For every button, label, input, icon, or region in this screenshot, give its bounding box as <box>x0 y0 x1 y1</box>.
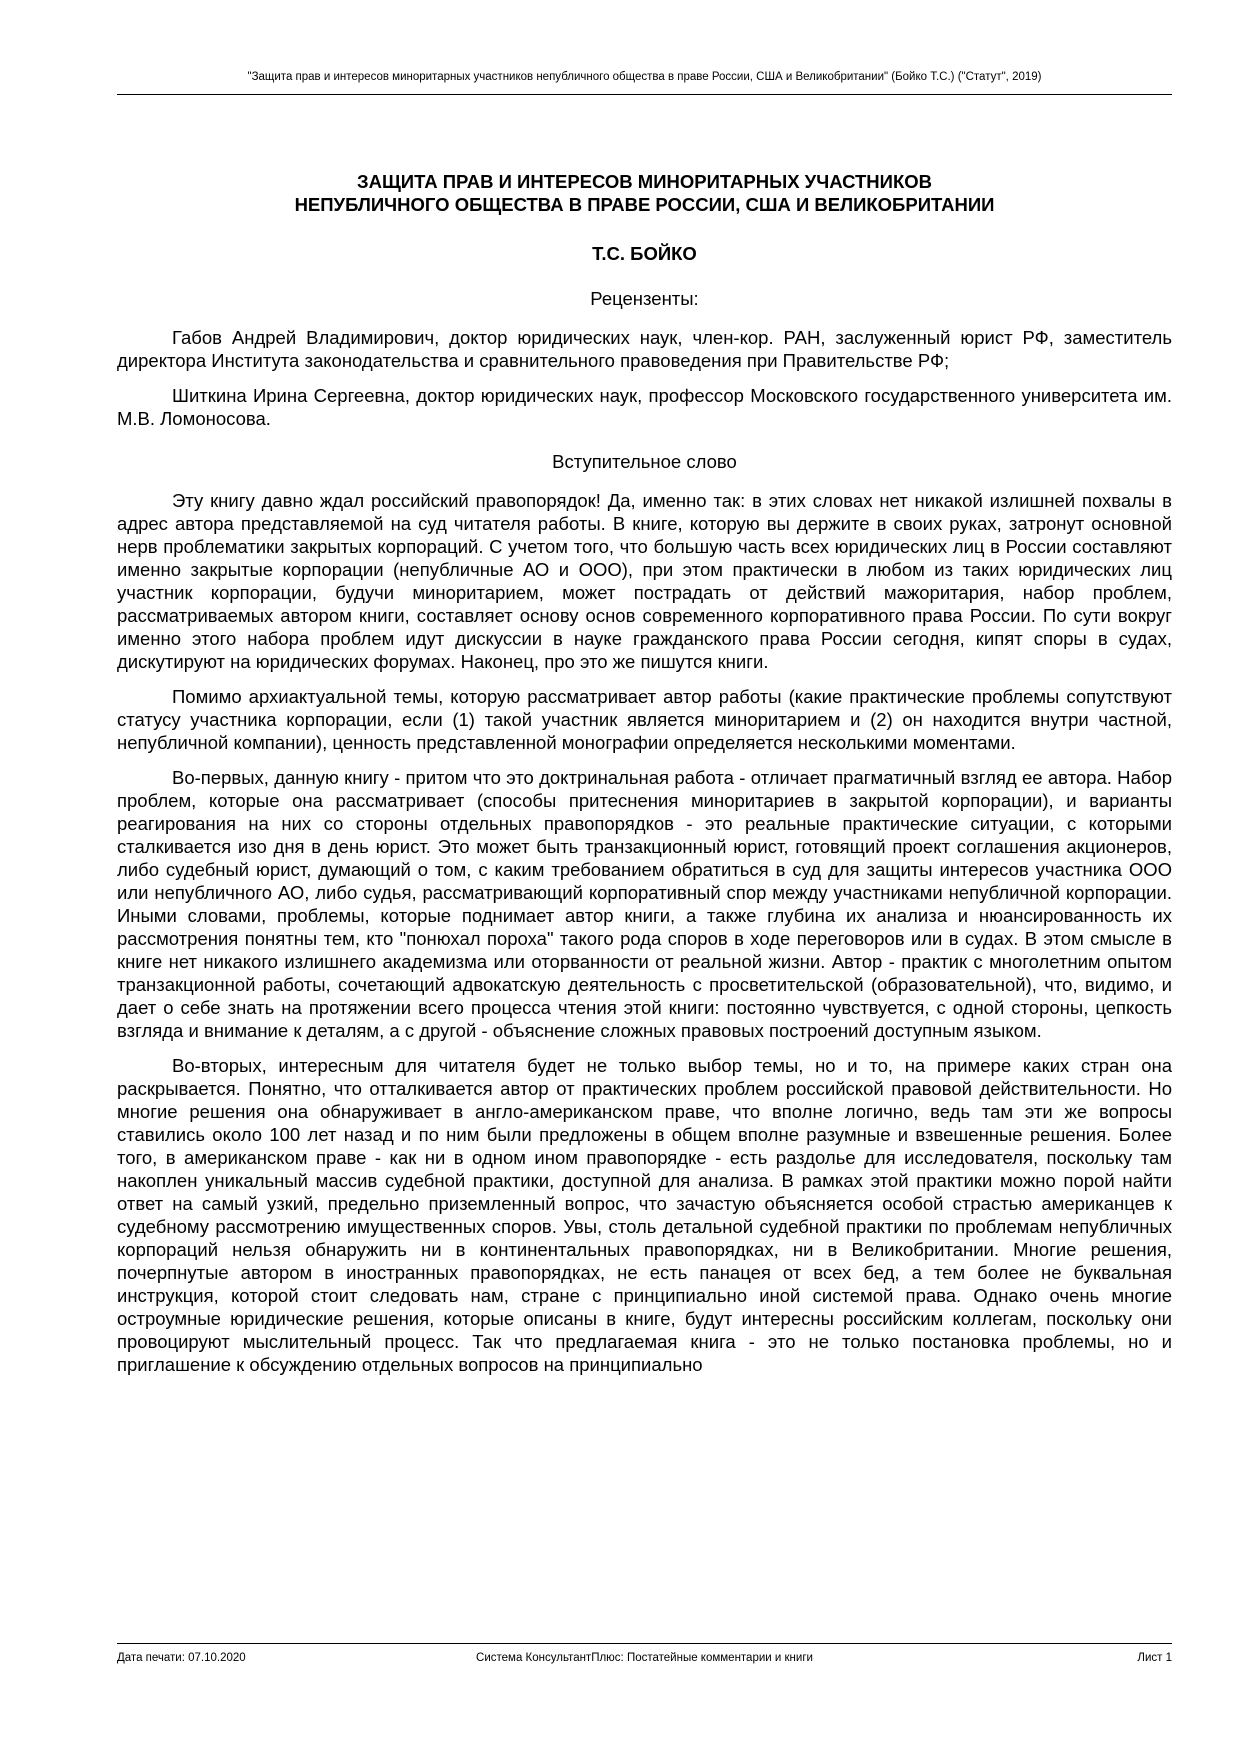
reviewer-entry: Шиткина Ирина Сергеевна, доктор юридических наук, профессор Московского государственного университета им. М.В. Ломоносова. <box>117 385 1172 429</box>
reviewers-list <box>117 326 1172 430</box>
page-body <box>117 170 1172 1376</box>
footer-divider <box>117 1643 1172 1644</box>
foreword-paragraph: Помимо архиактуальной темы, которую рассматривает автор работы (какие практические проблемы сопутствуют статусу участника корпорации, если (1) такой участник является миноритарием и (2) он находится внутри частной, непубличной компании), ценность представленной монографии определяется несколькими моментами. <box>117 686 1172 753</box>
foreword-paragraph: Эту книгу давно ждал российский правопорядок! Да, именно так: в этих словах нет никакой излишней похвалы в адрес автора представляемой на суд читателя работы. В книге, которую вы держите в своих руках, затронут основной нерв проблематики закрытых корпораций. С учетом того, что большую часть всех юридических лиц в России составляют именно закрытые корпорации (непубличные АО и ООО), при этом практически в любом из таких юридических лиц участник корпорации, будучи миноритарием, может пострадать от действий мажоритария, набор проблем, рассматриваемых автором книги, составляет основу основ современного корпоративного права России. По сути вокруг именно этого набора проблем идут дискуссии в науке гражданского права России сегодня, кипят споры в судах, дискутируют на юридических форумах. Наконец, про это же пишутся книги. <box>117 490 1172 672</box>
document-title-line-2: НЕПУБЛИЧНОГО ОБЩЕСТВА В ПРАВЕ РОССИИ, США И ВЕЛИКОБРИТАНИИ <box>294 194 995 215</box>
header-divider <box>117 94 1172 95</box>
document-author: Т.С. БОЙКО <box>592 243 697 264</box>
page-footer <box>117 1651 1172 1667</box>
foreword-text <box>117 489 1172 1376</box>
system-name: Система КонсультантПлюс: Постатейные комментарии и книги <box>476 1652 813 1664</box>
foreword-paragraph: Во-вторых, интересным для читателя будет не только выбор темы, но и то, на примере каких стран она раскрывается. Понятно, что отталкивается автор от практических проблем российской правовой действительности. Но многие решения она обнаруживает в англо-американском праве, что вполне логично, ведь там эти же вопросы ставились около 100 лет назад и по ним были предложены в общем вполне разумные и взвешенные решения. Более того, в американском праве - как ни в одном ином правопорядке - есть раздолье для исследователя, поскольку там накоплен уникальный массив судебной практики, доступной для анализа. В рамках этой практики можно порой найти ответ на самый узкий, предельно приземленный вопрос, что зачастую объясняется особой страстью американцев к судебному рассмотрению имущественных споров. Увы, столь детальной судебной практики по проблемам непубличных корпораций нельзя обнаружить ни в континентальных правопорядках, ни в Великобритании. Многие решения, почерпнутые автором в иностранных правопорядках, не есть панацея от всех бед, а тем более не буквальная инструкция, которой стоит следовать нам, стране с принципиально иной системой права. Однако очень многие остроумные юридические решения, которые описаны в книге, будут интересны российским коллегам, поскольку они провоцируют мыслительный процесс. Так что предлагаемая книга - это не только постановка проблемы, но и приглашение к обсуждению отдельных вопросов на принципиально <box>117 1055 1172 1375</box>
print-date: Дата печати: 07.10.2020 <box>117 1652 246 1664</box>
document-title-line-1: ЗАЩИТА ПРАВ И ИНТЕРЕСОВ МИНОРИТАРНЫХ УЧАСТНИКОВ <box>357 171 932 192</box>
document-title <box>117 170 1172 216</box>
foreword-heading: Вступительное слово <box>552 451 737 472</box>
sheet-number: Лист 1 <box>1137 1652 1172 1664</box>
running-header: "Защита прав и интересов миноритарных участников непубличного общества в праве России, США и Великобритании" (Бойко Т.С.) ("Статут", 2019) <box>247 71 1042 83</box>
reviewers-heading: Рецензенты: <box>590 288 699 309</box>
reviewer-entry: Габов Андрей Владимирович, доктор юридических наук, член-кор. РАН, заслуженный юрист РФ, заместитель директора Института законодательства и сравнительного правоведения при Правительстве РФ; <box>117 327 1172 371</box>
foreword-paragraph: Во-первых, данную книгу - притом что это доктринальная работа - отличает прагматичный взгляд ее автора. Набор проблем, которые она рассматривает (способы притеснения миноритариев в закрытой корпорации), и варианты реагирования на них со стороны отдельных правопорядков - это реальные практические ситуации, с которыми сталкивается изо дня в день юрист. Это может быть транзакционный юрист, готовящий проект соглашения акционеров, либо судебный юрист, думающий о том, с каким требованием обратиться в суд для защиты интересов участника ООО или непубличного АО, либо судья, рассматривающий корпоративный спор между участниками непубличной корпорации. Иными словами, проблемы, которые поднимает автор книги, а также глубина их анализа и нюансированность их рассмотрения понятны тем, кто "понюхал пороха" такого рода споров в ходе переговоров или в судах. В этом смысле в книге нет никакого излишнего академизма или оторванности от реальной жизни. Автор - практик с многолетним опытом транзакционной работы, сочетающий адвокатскую деятельность с просветительской (образовательной), что, видимо, и дает о себе знать на протяжении всего процесса чтения этой книги: постоянно чувствуется, с одной стороны, цепкость взгляда и внимание к деталям, а с другой - объяснение сложных правовых построений доступным языком. <box>117 767 1172 1041</box>
